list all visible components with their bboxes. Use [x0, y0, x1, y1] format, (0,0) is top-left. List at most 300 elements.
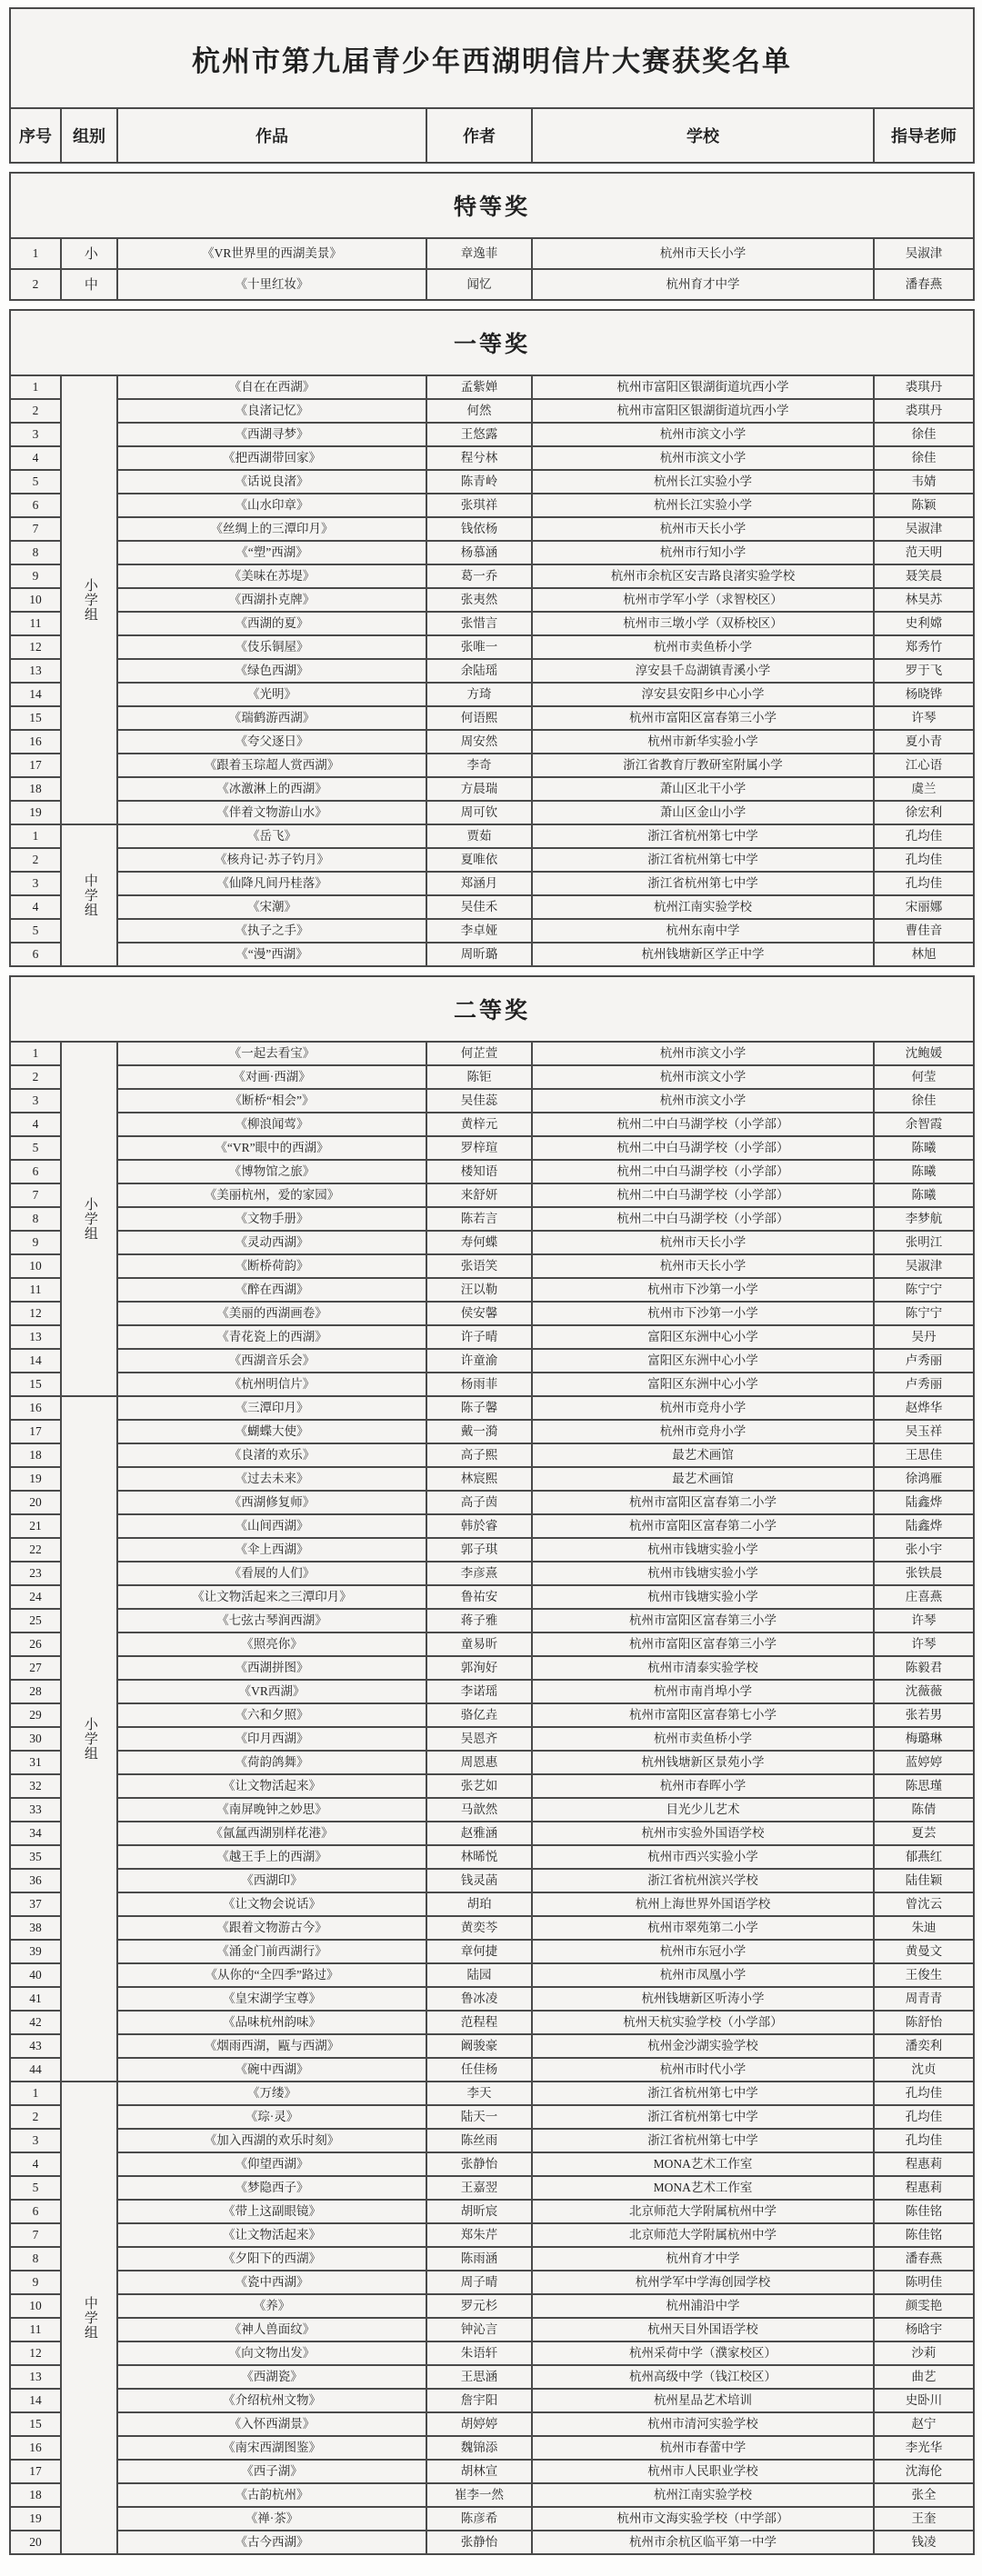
cell-work: 《西湖的夏》: [117, 612, 426, 635]
cell-work: 《品味杭州韵味》: [117, 2011, 426, 2034]
cell-no: 2: [10, 1065, 61, 1089]
table-row: [10, 2483, 974, 2507]
column-header-no: 序号: [10, 108, 61, 163]
cell-no: 3: [10, 872, 61, 895]
table-row: [10, 1373, 974, 1396]
cell-work: 《看展的人们》: [117, 1562, 426, 1585]
column-header-school: 学校: [532, 108, 874, 163]
cell-work: 《“塑”西湖》: [117, 541, 426, 564]
cell-no: 2: [10, 269, 61, 300]
cell-author: 胡婷婷: [426, 2412, 532, 2436]
cell-author: 李卓娅: [426, 919, 532, 943]
cell-no: 14: [10, 683, 61, 706]
table-row: [10, 754, 974, 777]
cell-author: 胡昕宸: [426, 2200, 532, 2223]
cell-work: 《山间西湖》: [117, 1514, 426, 1538]
cell-work: 《古今西湖》: [117, 2531, 426, 2554]
cell-work: 《文物手册》: [117, 1207, 426, 1231]
table-row: [10, 588, 974, 612]
table-row: [10, 1396, 974, 1420]
cell-no: 2: [10, 848, 61, 872]
cell-school: 富阳区东洲中心小学: [532, 1373, 874, 1396]
cell-no: 41: [10, 1987, 61, 2011]
cell-author: 张语笑: [426, 1254, 532, 1278]
cell-school: 杭州市文海实验学校（中学部）: [532, 2507, 874, 2531]
cell-work: 《带上这副眼镜》: [117, 2200, 426, 2223]
cell-teacher: 曾沈云: [874, 1892, 974, 1916]
cell-teacher: 李光华: [874, 2436, 974, 2460]
table-row: [10, 1207, 974, 1231]
cell-work: 《跟着玉琮超人赏西湖》: [117, 754, 426, 777]
cell-no: 15: [10, 2412, 61, 2436]
column-header-row: [10, 108, 974, 163]
cell-work: 《醉在西湖》: [117, 1278, 426, 1302]
cell-work: 《山水印章》: [117, 494, 426, 517]
cell-school: 杭州市行知小学: [532, 541, 874, 564]
title-header-table: [9, 7, 975, 164]
cell-work: 《南屏晚钟之妙思》: [117, 1798, 426, 1822]
cell-author: 孟紫婵: [426, 375, 532, 399]
cell-author: 吴佳禾: [426, 895, 532, 919]
cell-no: 11: [10, 2318, 61, 2341]
cell-group-label: 中: [61, 269, 117, 300]
cell-work: 《“漫”西湖》: [117, 943, 426, 966]
cell-no: 31: [10, 1751, 61, 1774]
table-row: [10, 824, 974, 848]
table-row: [10, 2389, 974, 2412]
cell-no: 25: [10, 1609, 61, 1632]
cell-author: 林晞悦: [426, 1845, 532, 1869]
cell-work: 《把西湖带回家》: [117, 446, 426, 470]
cell-no: 5: [10, 1136, 61, 1160]
cell-school: 杭州育才中学: [532, 2247, 874, 2271]
cell-author: 周安然: [426, 730, 532, 754]
cell-work: 《蝴蝶大使》: [117, 1420, 426, 1443]
cell-work: 《“VR”眼中的西湖》: [117, 1136, 426, 1160]
cell-work: 《美丽的西湖画卷》: [117, 1302, 426, 1325]
cell-no: 37: [10, 1892, 61, 1916]
cell-work: 《西湖寻梦》: [117, 423, 426, 446]
cell-author: 张唯一: [426, 635, 532, 659]
table-row: [10, 1751, 974, 1774]
cell-group-label: 中学组: [61, 2082, 117, 2554]
cell-author: 楼知语: [426, 1160, 532, 1183]
cell-school: 杭州二中白马湖学校（小学部）: [532, 1113, 874, 1136]
cell-no: 29: [10, 1703, 61, 1727]
cell-teacher: 沙莉: [874, 2341, 974, 2365]
cell-author: 陆天一: [426, 2105, 532, 2129]
cell-no: 1: [10, 2082, 61, 2105]
cell-teacher: 赵烨华: [874, 1396, 974, 1420]
cell-teacher: 史卧川: [874, 2389, 974, 2412]
cell-no: 18: [10, 777, 61, 801]
cell-no: 8: [10, 541, 61, 564]
cell-teacher: 陈思瑾: [874, 1774, 974, 1798]
cell-school: 浙江省杭州第七中学: [532, 848, 874, 872]
cell-teacher: 徐宏利: [874, 801, 974, 824]
table-row: [10, 612, 974, 635]
cell-work: 《VR世界里的西湖美景》: [117, 238, 426, 269]
cell-work: 《西湖拼图》: [117, 1656, 426, 1680]
cell-teacher: 陈明佳: [874, 2271, 974, 2294]
cell-work: 《夕阳下的西湖》: [117, 2247, 426, 2271]
cell-author: 任佳杨: [426, 2058, 532, 2082]
table-row: [10, 1065, 974, 1089]
cell-teacher: 许琴: [874, 1632, 974, 1656]
table-row: [10, 2200, 974, 2223]
table-row: [10, 1963, 974, 1987]
cell-school: 杭州市滨文小学: [532, 1042, 874, 1065]
cell-work: 《南宋西湖图鉴》: [117, 2436, 426, 2460]
cell-teacher: 沈海伦: [874, 2460, 974, 2483]
cell-teacher: 许琴: [874, 706, 974, 730]
cell-school: 最艺术画馆: [532, 1467, 874, 1491]
cell-school: 富阳区东洲中心小学: [532, 1349, 874, 1373]
cell-no: 28: [10, 1680, 61, 1703]
cell-teacher: 陈曦: [874, 1160, 974, 1183]
cell-author: 黄奕芩: [426, 1916, 532, 1940]
table-row: [10, 1302, 974, 1325]
cell-no: 18: [10, 1443, 61, 1467]
cell-teacher: 陈曦: [874, 1136, 974, 1160]
table-row: [10, 2412, 974, 2436]
cell-author: 章逸菲: [426, 238, 532, 269]
cell-author: 贾茹: [426, 824, 532, 848]
cell-no: 19: [10, 801, 61, 824]
cell-author: 李天: [426, 2082, 532, 2105]
cell-teacher: 吴玉祥: [874, 1420, 974, 1443]
cell-author: 杨慕涵: [426, 541, 532, 564]
cell-no: 7: [10, 2223, 61, 2247]
cell-author: 王嘉翌: [426, 2176, 532, 2200]
cell-author: 赵雅涵: [426, 1822, 532, 1845]
table-row: [10, 2105, 974, 2129]
page-title: 杭州市第九届青少年西湖明信片大赛获奖名单: [10, 8, 974, 108]
cell-author: 王思涵: [426, 2365, 532, 2389]
cell-author: 郑涵月: [426, 872, 532, 895]
cell-work: 《烟雨西湖，甌与西湖》: [117, 2034, 426, 2058]
cell-work: 《瓷中西湖》: [117, 2271, 426, 2294]
cell-work: 《让文物会说话》: [117, 1892, 426, 1916]
cell-no: 9: [10, 564, 61, 588]
cell-no: 12: [10, 635, 61, 659]
cell-school: 杭州市滨文小学: [532, 423, 874, 446]
cell-teacher: 林昊苏: [874, 588, 974, 612]
cell-school: 杭州钱塘新区学正中学: [532, 943, 874, 966]
cell-work: 《美味在苏堤》: [117, 564, 426, 588]
cell-school: 浙江省杭州第七中学: [532, 2105, 874, 2129]
cell-no: 14: [10, 2389, 61, 2412]
cell-school: 杭州市竞舟小学: [532, 1420, 874, 1443]
cell-school: 杭州育才中学: [532, 269, 874, 300]
cell-no: 2: [10, 399, 61, 423]
cell-author: 张琪祥: [426, 494, 532, 517]
cell-no: 17: [10, 754, 61, 777]
cell-no: 4: [10, 1113, 61, 1136]
cell-no: 20: [10, 1491, 61, 1514]
table-row: [10, 872, 974, 895]
cell-work: 《美丽杭州，爱的家园》: [117, 1183, 426, 1207]
cell-teacher: 潘春燕: [874, 269, 974, 300]
cell-teacher: 周青青: [874, 1987, 974, 2011]
section-table: [9, 172, 975, 301]
table-row: [10, 2271, 974, 2294]
cell-teacher: 林旭: [874, 943, 974, 966]
table-row: [10, 564, 974, 588]
cell-teacher: 赵宁: [874, 2412, 974, 2436]
cell-school: 杭州钱塘新区听涛小学: [532, 1987, 874, 2011]
table-row: [10, 1822, 974, 1845]
cell-no: 7: [10, 517, 61, 541]
cell-work: 《伞上西湖》: [117, 1538, 426, 1562]
cell-no: 17: [10, 1420, 61, 1443]
cell-teacher: 曹佳音: [874, 919, 974, 943]
table-row: [10, 2318, 974, 2341]
cell-teacher: 何莹: [874, 1065, 974, 1089]
table-row: [10, 1727, 974, 1751]
cell-work: 《向文物出发》: [117, 2341, 426, 2365]
cell-no: 4: [10, 2152, 61, 2176]
cell-no: 26: [10, 1632, 61, 1656]
cell-school: 杭州市天长小学: [532, 517, 874, 541]
cell-teacher: 卢秀丽: [874, 1349, 974, 1373]
cell-author: 陈彦希: [426, 2507, 532, 2531]
cell-school: 杭州市西兴实验小学: [532, 1845, 874, 1869]
table-row: [10, 1845, 974, 1869]
cell-school: 浙江省杭州第七中学: [532, 872, 874, 895]
cell-no: 10: [10, 1254, 61, 1278]
cell-author: 鲁冰凌: [426, 1987, 532, 2011]
cell-work: 《西子湖》: [117, 2460, 426, 2483]
cell-author: 陈若言: [426, 1207, 532, 1231]
cell-no: 38: [10, 1916, 61, 1940]
table-row: [10, 541, 974, 564]
cell-no: 5: [10, 470, 61, 494]
table-row: [10, 1774, 974, 1798]
cell-work: 《灵动西湖》: [117, 1231, 426, 1254]
cell-school: 杭州市富阳区富春第二小学: [532, 1491, 874, 1514]
table-row: [10, 2152, 974, 2176]
cell-author: 杨雨菲: [426, 1373, 532, 1396]
cell-teacher: 陈宁宁: [874, 1302, 974, 1325]
award-sections: [9, 172, 973, 2555]
cell-author: 钱灵菡: [426, 1869, 532, 1892]
table-row: [10, 1656, 974, 1680]
table-row: [10, 730, 974, 754]
column-header-author: 作者: [426, 108, 532, 163]
table-row: [10, 1892, 974, 1916]
cell-no: 5: [10, 919, 61, 943]
cell-work: 《核舟记·苏子钓月》: [117, 848, 426, 872]
cell-group-label: 中学组: [61, 824, 117, 966]
table-row: [10, 1940, 974, 1963]
cell-school: 杭州市钱塘实验小学: [532, 1585, 874, 1609]
cell-author: 张静怡: [426, 2152, 532, 2176]
cell-school: 杭州天杭实验学校（小学部）: [532, 2011, 874, 2034]
cell-teacher: 吴淑津: [874, 517, 974, 541]
cell-teacher: 黄曼文: [874, 1940, 974, 1963]
cell-work: 《光明》: [117, 683, 426, 706]
cell-teacher: 孔均佳: [874, 824, 974, 848]
cell-author: 周子晴: [426, 2271, 532, 2294]
cell-author: 范程程: [426, 2011, 532, 2034]
cell-work: 《照亮你》: [117, 1632, 426, 1656]
cell-school: 杭州上海世界外国语学校: [532, 1892, 874, 1916]
cell-work: 《古韵杭州》: [117, 2483, 426, 2507]
cell-work: 《博物馆之旅》: [117, 1160, 426, 1183]
table-row: [10, 2247, 974, 2271]
table-row: [10, 1703, 974, 1727]
cell-school: 杭州江南实验学校: [532, 2483, 874, 2507]
cell-teacher: 杨晓铧: [874, 683, 974, 706]
cell-school: 杭州二中白马湖学校（小学部）: [532, 1136, 874, 1160]
cell-author: 闻忆: [426, 269, 532, 300]
table-row: [10, 1349, 974, 1373]
cell-teacher: 陈佳铭: [874, 2200, 974, 2223]
cell-teacher: 徐鸿雁: [874, 1467, 974, 1491]
cell-teacher: 虞兰: [874, 777, 974, 801]
cell-author: 来舒妍: [426, 1183, 532, 1207]
table-row: [10, 2436, 974, 2460]
cell-no: 33: [10, 1798, 61, 1822]
cell-teacher: 陈佳铭: [874, 2223, 974, 2247]
cell-work: 《绿色西湖》: [117, 659, 426, 683]
cell-teacher: 韦婧: [874, 470, 974, 494]
table-row: [10, 2223, 974, 2247]
cell-teacher: 江心语: [874, 754, 974, 777]
cell-author: 陈青岭: [426, 470, 532, 494]
cell-author: 钱依杨: [426, 517, 532, 541]
cell-author: 余陆瑶: [426, 659, 532, 683]
cell-school: 杭州天目外国语学校: [532, 2318, 874, 2341]
cell-author: 何芷萱: [426, 1042, 532, 1065]
cell-author: 罗元杉: [426, 2294, 532, 2318]
table-row: [10, 1089, 974, 1113]
cell-school: 淳安县千岛湖镇青溪小学: [532, 659, 874, 683]
cell-no: 6: [10, 943, 61, 966]
cell-teacher: 史利嫦: [874, 612, 974, 635]
cell-teacher: 张全: [874, 2483, 974, 2507]
cell-school: 杭州市竞舟小学: [532, 1396, 874, 1420]
cell-work: 《加入西湖的欢乐时刻》: [117, 2129, 426, 2152]
cell-author: 何语熙: [426, 706, 532, 730]
cell-work: 《断桥荷韵》: [117, 1254, 426, 1278]
cell-no: 9: [10, 1231, 61, 1254]
cell-teacher: 颜雯艳: [874, 2294, 974, 2318]
cell-author: 高子熙: [426, 1443, 532, 1467]
cell-teacher: 许琴: [874, 1609, 974, 1632]
table-row: [10, 470, 974, 494]
cell-teacher: 孔均佳: [874, 2105, 974, 2129]
table-row: [10, 2531, 974, 2554]
table-row: [10, 446, 974, 470]
cell-school: 杭州市下沙第一小学: [532, 1278, 874, 1302]
table-row: [10, 1514, 974, 1538]
cell-work: 《杭州明信片》: [117, 1373, 426, 1396]
cell-teacher: 范天明: [874, 541, 974, 564]
cell-school: 杭州市翠苑第二小学: [532, 1916, 874, 1940]
cell-school: 杭州市富阳区富春第三小学: [532, 1609, 874, 1632]
table-row: [10, 1491, 974, 1514]
cell-author: 罗梓瑄: [426, 1136, 532, 1160]
cell-school: 杭州市滨文小学: [532, 1089, 874, 1113]
cell-school: 杭州长江实验小学: [532, 494, 874, 517]
cell-school: 杭州长江实验小学: [532, 470, 874, 494]
cell-work: 《养》: [117, 2294, 426, 2318]
cell-no: 16: [10, 730, 61, 754]
cell-author: 童易昕: [426, 1632, 532, 1656]
cell-school: 杭州市卖鱼桥小学: [532, 1727, 874, 1751]
table-row: [10, 848, 974, 872]
cell-work: 《七弦古琴润西湖》: [117, 1609, 426, 1632]
table-row: [10, 423, 974, 446]
cell-school: 杭州市富阳区富春第三小学: [532, 706, 874, 730]
table-row: [10, 1113, 974, 1136]
table-row: [10, 943, 974, 966]
cell-work: 《西湖瓷》: [117, 2365, 426, 2389]
table-row: [10, 517, 974, 541]
table-row: [10, 2082, 974, 2105]
cell-author: 许子晴: [426, 1325, 532, 1349]
cell-work: 《让文物活起来之三潭印月》: [117, 1585, 426, 1609]
cell-author: 何然: [426, 399, 532, 423]
cell-no: 15: [10, 706, 61, 730]
cell-author: 马歆然: [426, 1798, 532, 1822]
table-row: [10, 238, 974, 269]
table-row: [10, 399, 974, 423]
cell-work: 《岳飞》: [117, 824, 426, 848]
cell-teacher: 夏小青: [874, 730, 974, 754]
cell-author: 章何捷: [426, 1940, 532, 1963]
cell-author: 陈丝雨: [426, 2129, 532, 2152]
table-row: [10, 1160, 974, 1183]
cell-work: 《从你的“全四季”路过》: [117, 1963, 426, 1987]
cell-school: 杭州星品艺术培训: [532, 2389, 874, 2412]
cell-work: 《宋潮》: [117, 895, 426, 919]
table-row: [10, 2058, 974, 2082]
cell-teacher: 郑秀竹: [874, 635, 974, 659]
cell-no: 32: [10, 1774, 61, 1798]
cell-teacher: 朱迪: [874, 1916, 974, 1940]
table-row: [10, 1278, 974, 1302]
table-row: [10, 1680, 974, 1703]
table-row: [10, 1254, 974, 1278]
table-row: [10, 1231, 974, 1254]
cell-author: 魏锦添: [426, 2436, 532, 2460]
cell-school: 杭州市春晖小学: [532, 1774, 874, 1798]
cell-school: 杭州二中白马湖学校（小学部）: [532, 1160, 874, 1183]
cell-teacher: 李梦航: [874, 1207, 974, 1231]
cell-author: 葛一乔: [426, 564, 532, 588]
cell-author: 汪以勒: [426, 1278, 532, 1302]
cell-school: 杭州市下沙第一小学: [532, 1302, 874, 1325]
cell-school: 杭州市天长小学: [532, 1231, 874, 1254]
cell-author: 韩於睿: [426, 1514, 532, 1538]
cell-no: 13: [10, 2365, 61, 2389]
cell-author: 张惜言: [426, 612, 532, 635]
cell-work: 《西湖音乐会》: [117, 1349, 426, 1373]
cell-author: 张夷然: [426, 588, 532, 612]
cell-author: 吴恩齐: [426, 1727, 532, 1751]
cell-author: 朱语轩: [426, 2341, 532, 2365]
cell-teacher: 梅璐琳: [874, 1727, 974, 1751]
cell-teacher: 陈曦: [874, 1183, 974, 1207]
cell-no: 17: [10, 2460, 61, 2483]
cell-work: 《梦隐西子》: [117, 2176, 426, 2200]
cell-school: 杭州市春蕾中学: [532, 2436, 874, 2460]
cell-work: 《跟着文物游古今》: [117, 1916, 426, 1940]
cell-author: 胡珀: [426, 1892, 532, 1916]
